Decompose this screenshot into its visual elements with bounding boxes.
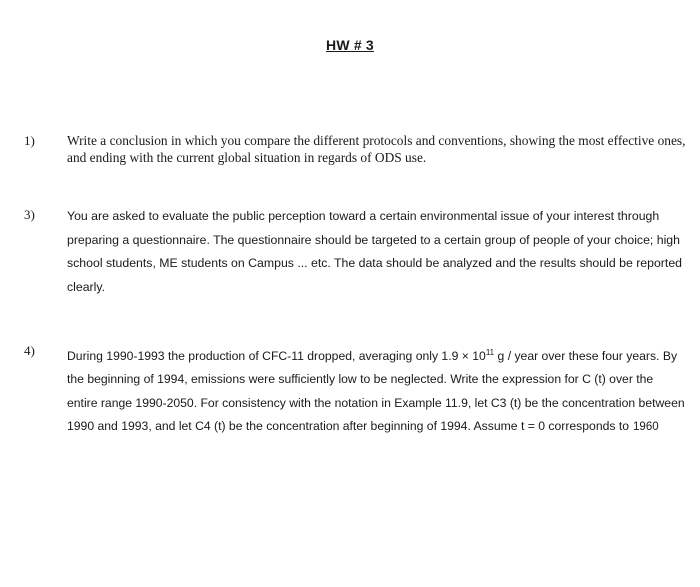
exponent: 11 xyxy=(485,347,495,357)
question-4-text-after: g / year over these four years. By the beginning of 1994, emissions were sufficiently low to be neglected. Write the expression for C (t) over the entire range 1990-2050. For consistency with the notation in Example 11.9, let C3 (t) be the concentration between 1990 and 1993, and let C4 (t) be the concentration after beginning of 1994. Assume t = 0 corresponds to xyxy=(67,349,685,434)
page-title: HW # 3 xyxy=(326,37,374,53)
question-4-text-before: During 1990-1993 the production of CFC-11 dropped, averaging only 1.9 × 10 xyxy=(67,349,486,363)
question-3-text: You are asked to evaluate the public perception toward a certain environmental issue of your interest through preparing a questionnaire. The questionnaire should be targeted to a certain group of people of your choice; high school students, ME students on Campus ... etc. The data should be analyzed and the results should be reported clearly. xyxy=(67,209,682,294)
question-4-number: 4) xyxy=(24,343,35,358)
question-4-text xyxy=(67,345,687,440)
question-4-date-tail: 1960 xyxy=(633,421,659,434)
question-3-number: 3) xyxy=(24,207,35,222)
question-1-number: 1) xyxy=(24,133,35,148)
question-1-text: Write a conclusion in which you compare the different protocols and conventions, showing the most effective ones, and ending with the current global situation in regards of ODS use. xyxy=(67,133,686,165)
